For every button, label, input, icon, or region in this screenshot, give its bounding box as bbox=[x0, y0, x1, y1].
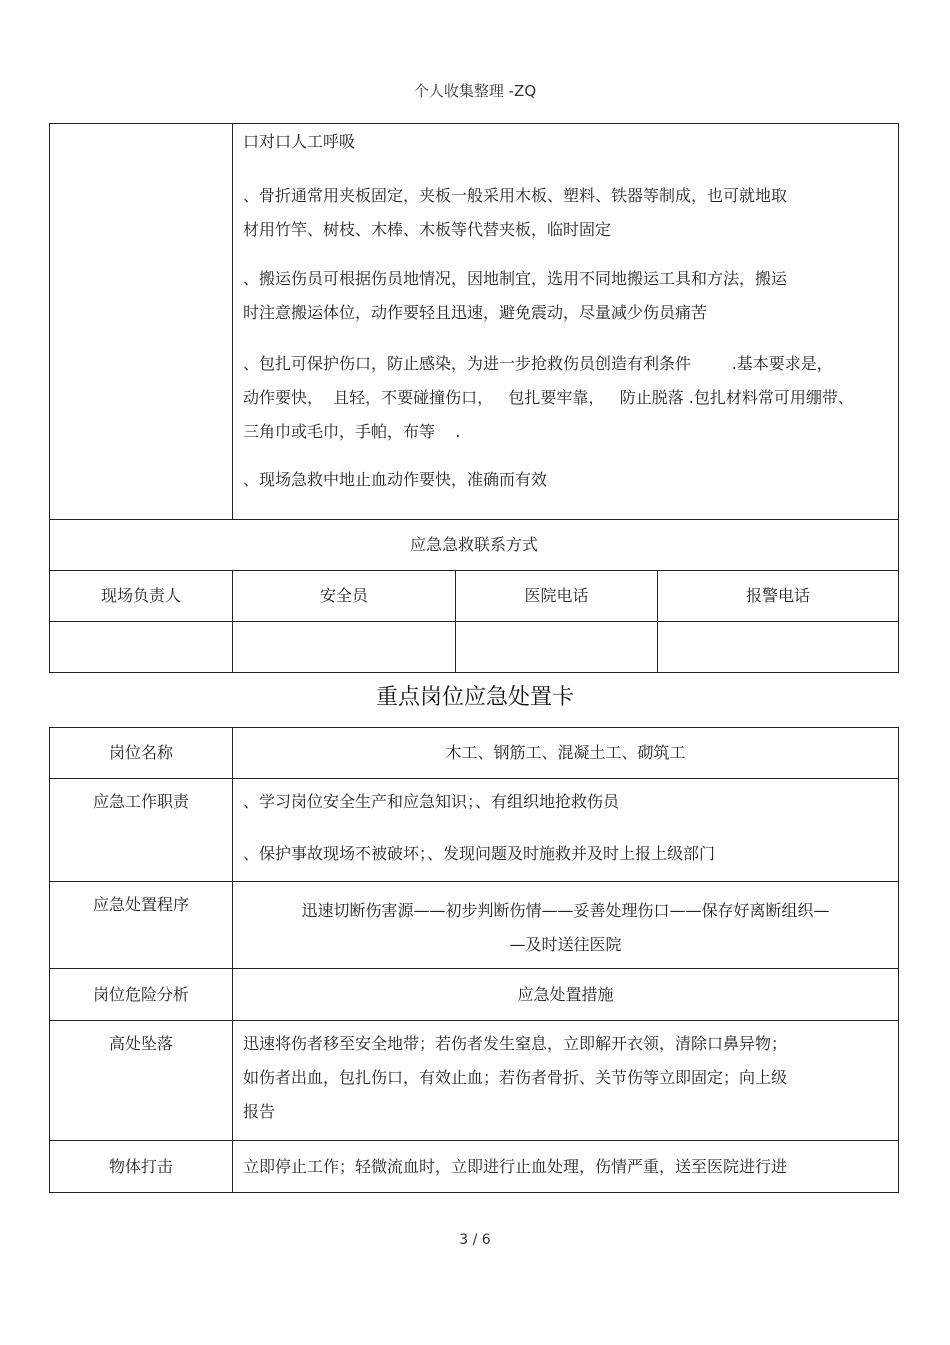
first-aid-left-empty-cell bbox=[50, 124, 233, 520]
post-name-label: 岗位名称 bbox=[50, 728, 233, 779]
fall-line: 如伤者出血，包扎伤口，有效止血；若伤者骨折、关节伤等立即固定；向上级 bbox=[243, 1068, 788, 1087]
procedure-content-cell bbox=[233, 882, 899, 969]
procedure-line: 迅速切断伤害源——初步判断伤情——妥善处理伤口——保存好离断组织— bbox=[301, 901, 830, 920]
card-title: 重点岗位应急处置卡 bbox=[375, 685, 574, 710]
fall-label: 高处坠落 bbox=[108, 1034, 173, 1053]
contact-header-hospital-phone: 医院电话 bbox=[456, 571, 658, 622]
first-aid-line: 、包扎可保护伤口，防止感染，为进一步抢救伤员创造有利条件 .基本要求是， bbox=[243, 354, 833, 373]
fall-label-cell bbox=[50, 1021, 233, 1141]
first-aid-line: 、搬运伤员可根据伤员地情况，因地制宜，选用不同地搬运工具和方法，搬运 bbox=[243, 269, 788, 288]
procedure-label-cell bbox=[50, 882, 233, 969]
fall-line: 迅速将伤者移至安全地带；若伤者发生窒息，立即解开衣领，清除口鼻异物； bbox=[243, 1034, 788, 1053]
first-aid-line: 时注意搬运体位，动作要轻且迅速，避免震动，尽量减少伤员痛苦 bbox=[243, 303, 708, 322]
duty-label-cell bbox=[50, 779, 233, 882]
contact-value-cell bbox=[658, 622, 899, 673]
fall-line: 报告 bbox=[243, 1102, 276, 1121]
contacts-heading: 应急急救联系方式 bbox=[50, 520, 899, 571]
first-aid-line: 动作要快， 且轻，不要碰撞伤口， 包扎要牢靠， 防止脱落 .包扎材料常可用绷带、 bbox=[243, 388, 854, 407]
strike-line: 立即停止工作；轻微流血时，立即进行止血处理，伤情严重，送至医院进行进 bbox=[243, 1156, 788, 1176]
risk-analysis-label: 岗位危险分析 bbox=[50, 969, 233, 1021]
first-aid-table bbox=[49, 123, 899, 673]
first-aid-line: 、现场急救中地止血动作要快，准确而有效 bbox=[243, 470, 548, 489]
procedure-label: 应急处置程序 bbox=[92, 895, 189, 914]
first-aid-line: 、骨折通常用夹板固定，夹板一般采用木板、塑料、铁器等制成，也可就地取 bbox=[243, 186, 788, 205]
measures-label: 应急处置措施 bbox=[233, 969, 899, 1021]
emergency-card-table bbox=[49, 727, 899, 1193]
first-aid-content-cell bbox=[233, 124, 899, 520]
contact-value-cell bbox=[456, 622, 658, 673]
duty-label: 应急工作职责 bbox=[92, 792, 189, 811]
page-header: 个人收集整理 -ZQ bbox=[413, 82, 537, 100]
strike-label: 物体打击 bbox=[50, 1141, 233, 1193]
post-name-value: 木工、钢筋工、混凝土工、砌筑工 bbox=[233, 728, 899, 779]
contact-header-safety-officer: 安全员 bbox=[233, 571, 456, 622]
fall-content-cell bbox=[233, 1021, 899, 1141]
contact-value-cell bbox=[233, 622, 456, 673]
strike-content-cell bbox=[233, 1141, 899, 1193]
duty-line: 、保护事故现场不被破坏；、发现问题及时施救并及时上报上级部门 bbox=[243, 844, 716, 863]
contact-header-police-phone: 报警电话 bbox=[658, 571, 899, 622]
procedure-line: —及时送往医院 bbox=[509, 935, 622, 954]
contact-header-site-manager: 现场负责人 bbox=[50, 571, 233, 622]
duty-line: 、学习岗位安全生产和应急知识；、有组织地抢救伤员 bbox=[243, 792, 620, 811]
first-aid-line: 口对口人工呼吸 bbox=[243, 132, 356, 151]
contact-value-cell bbox=[50, 622, 233, 673]
page-number: 3 / 6 bbox=[459, 1232, 491, 1248]
first-aid-line: 材用竹竿、树枝、木棒、木板等代替夹板，临时固定 bbox=[243, 220, 612, 239]
duty-content-cell bbox=[233, 779, 899, 882]
first-aid-line: 三角巾或毛巾，手帕，布等 . bbox=[243, 422, 461, 441]
